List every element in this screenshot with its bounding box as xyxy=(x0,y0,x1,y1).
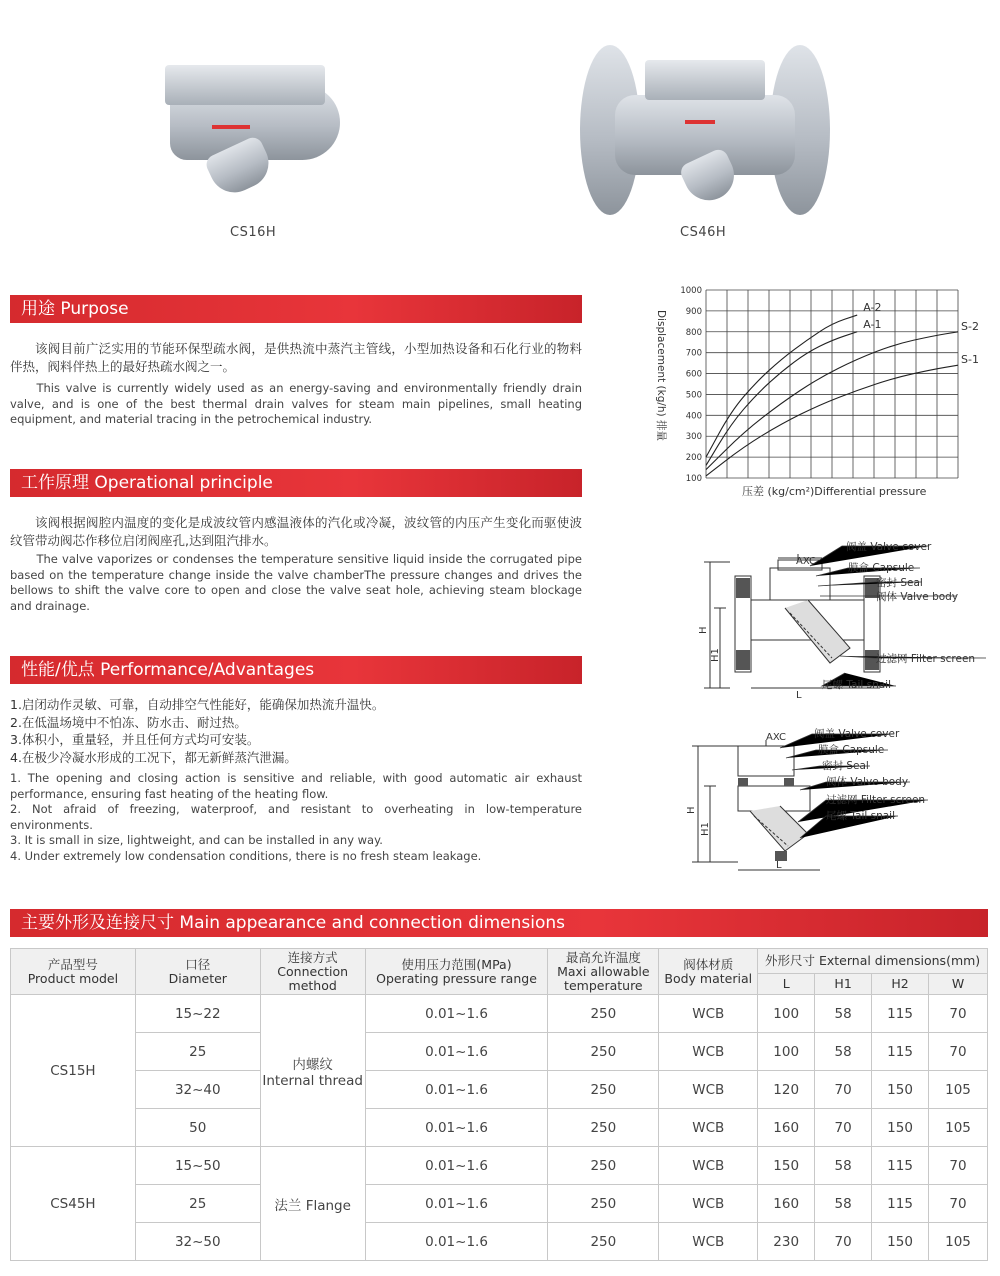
cell-h1: 70 xyxy=(815,1071,872,1109)
cell-material: WCB xyxy=(659,995,758,1033)
chart-y-axis-label: Displacement (kg/h) 排量 xyxy=(655,310,667,441)
diagram2-dim-h1: H1 xyxy=(700,822,711,836)
table-row xyxy=(11,1147,988,1185)
product-photo-cs16h xyxy=(150,45,360,195)
purpose-text-cn: 该阀目前广泛实用的节能环保型疏水阀，是供热流中蒸汽主管线，小型加热设备和石化行业的物料伴热，阀料伴热上的最好热疏水阀之一。 xyxy=(10,341,582,374)
diagram2-label-filter-screen: 过滤网 Filter screen xyxy=(826,794,926,806)
chart-series-label: S-2 xyxy=(961,319,979,333)
cell-h1: 58 xyxy=(815,1185,872,1223)
cell-temperature: 250 xyxy=(548,1109,659,1147)
cell-material: WCB xyxy=(659,1033,758,1071)
purpose-text-en: This valve is currently widely used as an energy-saving and environmentally friendly drain valve, and is one of the best thermal drain valves for steam main pipelines, small heating equipment, and material tracing in the petrochemical industry. xyxy=(10,381,582,426)
diagram1-dim-l: L xyxy=(796,690,802,700)
section-banner-purpose: 用途 Purpose xyxy=(10,295,582,323)
cell-h2: 150 xyxy=(872,1223,929,1261)
diagram1-dim-h1: H1 xyxy=(710,648,721,662)
table-row xyxy=(11,1033,988,1071)
diagram2-dim-l: L xyxy=(776,860,782,871)
header-h2: H2 xyxy=(872,974,929,995)
table-row xyxy=(11,1109,988,1147)
chart-series-line-a-2 xyxy=(706,315,857,457)
cell-connection: 内螺纹 Internal thread xyxy=(260,995,365,1147)
diagram1-label-valve-cover: 阀盖 Valve cover xyxy=(846,541,932,553)
cell-pressure: 0.01~1.6 xyxy=(365,1033,548,1071)
cell-l: 160 xyxy=(758,1109,815,1147)
principle-text-cn: 该阀根据阀腔内温度的变化是成波纹管内感温液体的汽化或冷凝，波纹管的内压产生变化而驱使波纹管带动阀芯作移位启闭阀座孔,达到阻汽排水。 xyxy=(10,515,582,548)
performance-item-en: 4. Under extremely low condensation conditions, there is no fresh steam leakage. xyxy=(10,848,482,863)
cell-w: 70 xyxy=(929,995,988,1033)
cell-pressure: 0.01~1.6 xyxy=(365,1071,548,1109)
valve-diagram-2 xyxy=(680,726,940,878)
performance-item-cn: 4.在极少冷凝水形成的工况下，都无新鲜蒸汽泄漏。 xyxy=(10,749,297,765)
cell-h1: 58 xyxy=(815,1147,872,1185)
cell-w: 105 xyxy=(929,1071,988,1109)
product-photo-cs46h xyxy=(575,40,835,220)
cell-pressure: 0.01~1.6 xyxy=(365,1185,548,1223)
cell-material: WCB xyxy=(659,1071,758,1109)
cell-model: CS15H xyxy=(11,995,136,1147)
cell-w: 105 xyxy=(929,1223,988,1261)
header-h1: H1 xyxy=(815,974,872,995)
cell-connection: 法兰 Flange xyxy=(260,1147,365,1261)
cell-diameter: 50 xyxy=(135,1109,260,1147)
cell-material: WCB xyxy=(659,1109,758,1147)
cell-l: 150 xyxy=(758,1147,815,1185)
section-banner-principle: 工作原理 Operational principle xyxy=(10,469,582,497)
performance-item-en: 3. It is small in size, lightweight, and can be installed in any way. xyxy=(10,833,383,847)
diagram2-label-capsule: 膜盒 Capsule xyxy=(818,744,885,756)
chart-y-tick-label: 1000 xyxy=(680,286,702,296)
section-banner-performance: 性能/优点 Performance/Advantages xyxy=(10,656,582,684)
product-caption-cs16h: CS16H xyxy=(230,225,277,240)
header-model: 产品型号 Product model xyxy=(11,949,136,995)
cell-material: WCB xyxy=(659,1223,758,1261)
cell-temperature: 250 xyxy=(548,1147,659,1185)
cell-w: 105 xyxy=(929,1109,988,1147)
cell-l: 120 xyxy=(758,1071,815,1109)
cell-pressure: 0.01~1.6 xyxy=(365,995,548,1033)
table-row xyxy=(11,1185,988,1223)
chart-series-label: A-2 xyxy=(863,301,882,315)
cell-temperature: 250 xyxy=(548,1223,659,1261)
diagram2-label-valve-cover: 阀盖 Valve cover xyxy=(814,728,900,740)
diagram2-dim-axc: AXC xyxy=(766,732,786,743)
chart-y-tick-label: 900 xyxy=(685,306,702,317)
cell-temperature: 250 xyxy=(548,1185,659,1223)
cell-w: 70 xyxy=(929,1033,988,1071)
section-banner-dimensions: 主要外形及连接尺寸 Main appearance and connection dimensions xyxy=(10,909,988,937)
header-pressure: 使用压力范围(MPa) Operating pressure range xyxy=(365,949,548,995)
displacement-chart xyxy=(640,280,990,505)
cell-diameter: 15~22 xyxy=(135,995,260,1033)
cell-material: WCB xyxy=(659,1185,758,1223)
cell-model: CS45H xyxy=(11,1147,136,1261)
cell-temperature: 250 xyxy=(548,1071,659,1109)
chart-y-tick-label: 500 xyxy=(685,390,702,401)
cell-diameter: 25 xyxy=(135,1033,260,1071)
header-w: W xyxy=(929,974,988,995)
chart-y-tick-label: 100 xyxy=(685,474,702,484)
cell-w: 70 xyxy=(929,1185,988,1223)
performance-list-cn xyxy=(10,696,582,766)
performance-item-en: 1. The opening and closing action is sensitive and reliable, with good automatic air exhaust performance, ensuring fast heating of the heating flow. xyxy=(10,771,582,801)
chart-y-tick-label: 200 xyxy=(685,453,702,464)
cell-h1: 70 xyxy=(815,1223,872,1261)
diagram1-label-filter-screen: 过滤网 Filter screen xyxy=(876,653,976,665)
cell-pressure: 0.01~1.6 xyxy=(365,1223,548,1261)
product-caption-cs46h: CS46H xyxy=(680,225,727,240)
cell-diameter: 32~50 xyxy=(135,1223,260,1261)
diagram1-label-valve-body: 阀体 Valve body xyxy=(876,591,959,603)
chart-y-tick-label: 300 xyxy=(685,432,702,443)
cell-h1: 58 xyxy=(815,995,872,1033)
cell-h2: 150 xyxy=(872,1109,929,1147)
header-diameter: 口径 Diameter xyxy=(135,949,260,995)
table-row xyxy=(11,1223,988,1261)
chart-y-tick-label: 800 xyxy=(685,327,702,338)
principle-text-en: The valve vaporizes or condenses the temperature sensitive liquid inside the corrugated pipe based on the temperature change inside the valve chamberThe pressure changes and drives the bellows to shift the valve core to open and close the valve seat hole, achieving steam blockage and drainage. xyxy=(10,552,582,613)
cell-h1: 70 xyxy=(815,1109,872,1147)
cell-h2: 115 xyxy=(872,1033,929,1071)
header-l: L xyxy=(758,974,815,995)
cell-h1: 58 xyxy=(815,1033,872,1071)
dimensions-table xyxy=(10,948,988,1261)
chart-series-label: A-1 xyxy=(863,317,882,331)
cell-l: 160 xyxy=(758,1185,815,1223)
cell-temperature: 250 xyxy=(548,1033,659,1071)
cell-w: 70 xyxy=(929,1147,988,1185)
header-connection: 连接方式 Connection method xyxy=(260,949,365,995)
header-external-dimensions: 外形尺寸 External dimensions(mm) xyxy=(758,949,988,974)
diagram1-label-tail-snail: 尾螺 Tail snail xyxy=(822,679,892,691)
cell-material: WCB xyxy=(659,1147,758,1185)
diagram1-label-seal: 密封 Seal xyxy=(876,577,923,589)
cell-h2: 115 xyxy=(872,995,929,1033)
diagram1-dim-h: H xyxy=(698,626,709,634)
cell-l: 100 xyxy=(758,1033,815,1071)
chart-y-tick-label: 400 xyxy=(685,411,702,422)
performance-item-cn: 2.在低温场境中不怕冻、防水击、耐过热。 xyxy=(10,714,247,730)
diagram2-label-seal: 密封 Seal xyxy=(822,760,869,772)
cell-h2: 115 xyxy=(872,1147,929,1185)
chart-y-tick-label: 700 xyxy=(685,348,702,359)
performance-item-cn: 1.启闭动作灵敏、可靠，自动排空气性能好，能确保加热流升温快。 xyxy=(10,697,385,712)
cell-diameter: 25 xyxy=(135,1185,260,1223)
performance-item-cn: 3.体积小，重量轻，并且任何方式均可安装。 xyxy=(10,732,260,747)
performance-item-en: 2. Not afraid of freezing, waterproof, and resistant to overheating in low-temperature environments. xyxy=(10,802,582,832)
performance-list-en xyxy=(10,771,582,864)
table-row xyxy=(11,995,988,1033)
cell-l: 230 xyxy=(758,1223,815,1261)
header-material: 阀体材质 Body material xyxy=(659,949,758,995)
cell-h2: 115 xyxy=(872,1185,929,1223)
cell-pressure: 0.01~1.6 xyxy=(365,1109,548,1147)
chart-y-ticks xyxy=(680,286,702,484)
diagram2-label-tail-snail: 尾螺 Tail snail xyxy=(826,810,896,822)
cell-diameter: 32~40 xyxy=(135,1071,260,1109)
diagram1-label-capsule: 膜盒 Capsule xyxy=(848,562,915,574)
diagram2-label-valve-body: 阀体 Valve body xyxy=(826,776,909,788)
cell-pressure: 0.01~1.6 xyxy=(365,1147,548,1185)
chart-y-tick-label: 600 xyxy=(685,369,702,380)
header-temperature: 最高允许温度 Maxi allowable temperature xyxy=(548,949,659,995)
table-row xyxy=(11,1071,988,1109)
chart-series-label: S-1 xyxy=(961,353,979,367)
cell-l: 100 xyxy=(758,995,815,1033)
cell-temperature: 250 xyxy=(548,995,659,1033)
cell-h2: 150 xyxy=(872,1071,929,1109)
chart-x-axis-label: 压差 (kg/cm²)Differential pressure xyxy=(742,485,927,498)
chart-grid xyxy=(706,290,958,478)
diagram2-dim-h: H xyxy=(686,806,697,814)
diagram1-dim-axc: AXC xyxy=(796,556,816,567)
valve-diagram-1 xyxy=(690,538,990,700)
cell-diameter: 15~50 xyxy=(135,1147,260,1185)
